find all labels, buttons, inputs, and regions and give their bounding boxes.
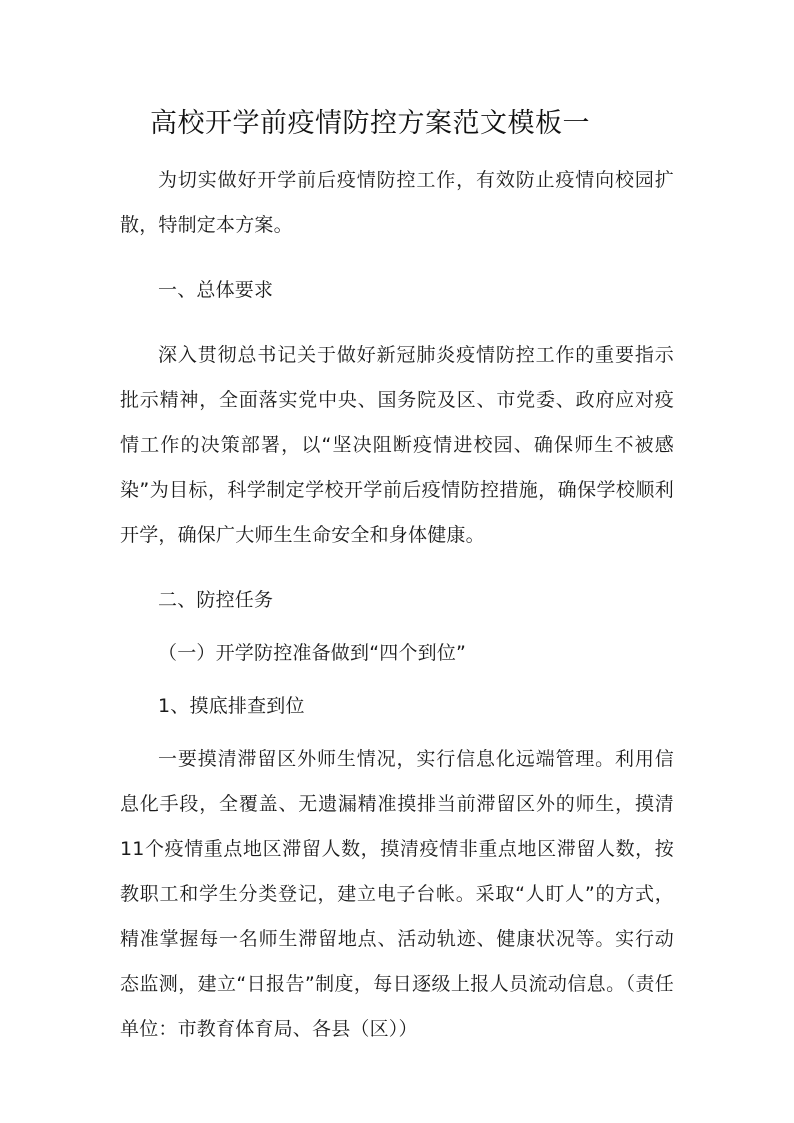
section-heading-general-requirements: 一、总体要求: [158, 279, 274, 301]
document-body: [120, 158, 674, 1052]
survey-paragraph: 一要摸清滞留区外师生情况，实行信息化远端管理。利用信息化手段，全覆盖、无遗漏精准摸排当前滞留区外的师生，摸清11个疫情重点地区滞留人数，摸清疫情非重点地区滞留人数，按教职工和学生分类登记，建立电子台帐。采取“人盯人”的方式，精准掌握每一名师生滞留地点、活动轨迹、健康状况等。实行动态监测，建立“日报告”制度，每日逐级上报人员流动信息。（责任单位：市教育体育局、各县（区））: [120, 748, 674, 1040]
intro-paragraph: 为切实做好开学前后疫情防控工作，有效防止疫情向校园扩散，特制定本方案。: [120, 169, 674, 236]
document-title: 高校开学前疫情防控方案范文模板一: [150, 108, 590, 139]
general-requirements-paragraph: 深入贯彻总书记关于做好新冠肺炎疫情防控工作的重要指示批示精神，全面落实党中央、国务院及区、市党委、政府应对疫情工作的决策部署，以“坚决阻断疫情进校园、确保师生不被感染”为目标，科学制定学校开学前后疫情防控措施，确保学校顺利开学，确保广大师生生命安全和身体健康。: [120, 344, 674, 546]
subsection-heading-four-in-place: （一）开学防控准备做到“四个到位”: [158, 642, 467, 664]
section-heading-prevention-tasks: 二、防控任务: [158, 589, 274, 611]
item-heading-survey: 1、摸底排查到位: [158, 695, 305, 717]
